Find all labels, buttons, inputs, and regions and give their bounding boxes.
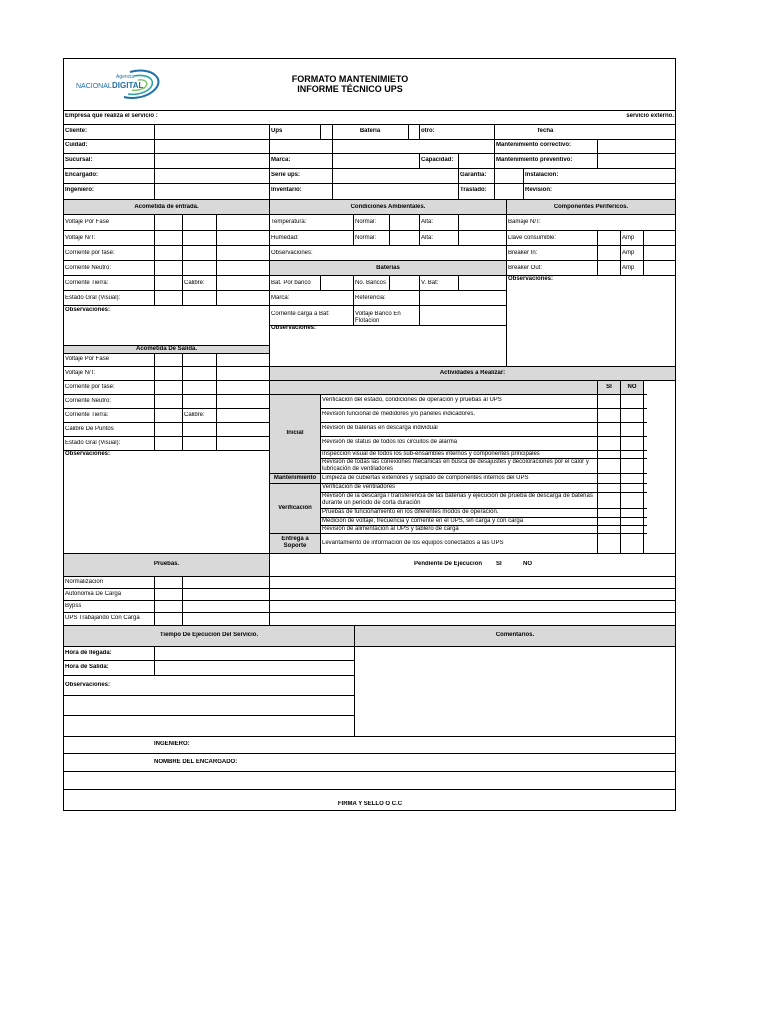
activity-item: Revisión de todas las conexiones mecánicas en busca de desajustes y decoloraciones por el calor y lubricación de ventiladores [322, 459, 589, 472]
cat-entrega: Entrega a Soporte [281, 536, 309, 549]
garantia-label: Garantia: [460, 172, 487, 178]
temp-normal-label: Normal: [355, 219, 377, 225]
act-no: NO [627, 384, 637, 390]
pendiente-si: SI [496, 561, 502, 567]
no-bancos-label: No. Bancos [355, 280, 387, 286]
cliente-label: Cliente: [65, 128, 88, 134]
bateria-label: Bateria [359, 128, 381, 134]
sal-corriente-fase: Corriente por fase: [65, 384, 115, 390]
revision-label: Revision: [525, 187, 553, 193]
prueba-item: Bypss [65, 603, 82, 609]
llave-amp: Amp [622, 235, 635, 241]
bat-observaciones: Observaciones: [271, 325, 317, 331]
sal-calibre-puntos: Calibre De Puntos [65, 426, 114, 432]
inventario-label: Inventario: [271, 187, 302, 193]
breaker-in-amp: Amp [622, 250, 635, 256]
traslado-label: Traslado: [460, 187, 487, 193]
temperatura-label: Temperatura: [271, 219, 307, 225]
cat-verificacion: Verificación [278, 505, 312, 511]
firma-sello-label: FIRMA Y SELLO O C.C [337, 801, 403, 807]
fecha-label: fecha [537, 128, 554, 134]
perifericos-title: Componentes Perifericos. [553, 204, 629, 210]
capacidad-label: Capacidad: [421, 157, 454, 163]
ent-observaciones: Observaciones: [65, 307, 111, 313]
sucursal-label: Sucursal: [65, 157, 93, 163]
tiempo-observaciones: Observaciones: [65, 682, 111, 688]
bat-referencia-label: Referencia: [355, 295, 386, 301]
temp-alta-label: Alta: [421, 219, 434, 225]
actividades-title: Actividades a Realizar: [439, 370, 506, 376]
ent-voltaje-fase: Voltaje Por Fase [65, 219, 110, 225]
ent-corriente-fase: Corriente por fase: [65, 250, 115, 256]
activity-item: Revisión de alimentación al UPS y tablero de carga [322, 526, 459, 532]
baterias-title: Baterias [376, 265, 400, 271]
hum-normal-label: Normal: [355, 235, 377, 241]
mant-correctivo-label: Mantenimiento correctivo: [496, 142, 572, 148]
ent-calibre: Calibre: [184, 280, 205, 286]
hora-salida-label: Hora de Salida: [65, 664, 109, 670]
humedad-label: Humedad: [271, 235, 299, 241]
serie-ups-label: Serie ups: [271, 172, 301, 178]
cat-mantenimiento: Mantenimiento [273, 475, 317, 481]
ingeniero-label: Ingeniero: [65, 187, 95, 193]
prueba-item: UPS Trabajando Con Carga [65, 615, 140, 621]
llave-label: Llave consumible: [508, 235, 557, 241]
v-bat-label: V. Bat: [421, 280, 439, 286]
sal-observaciones: Observaciones: [65, 451, 111, 457]
ciudad-label: Cuidad: [65, 142, 88, 148]
marca-label: Marca: [271, 157, 291, 163]
bat-banco-label: Bat. Por banco [271, 280, 311, 286]
breaker-in-label: Breaker In: [508, 250, 538, 256]
ent-estado-gral: Estado Gral (Visual): [65, 295, 121, 301]
activity-item: Medición de voltaje, frecuencia y corriente en el UPS, sin carga y con carga [322, 518, 524, 524]
activity-item: Levantamiento de información de los equipos conectados a las UPS [322, 540, 504, 546]
corriente-carga-label: Corriente carga a Bat: [271, 311, 330, 317]
form-subtitle: INFORME TÉCNICO UPS [297, 84, 403, 94]
hora-llegada-label: Hora de llegada: [65, 650, 112, 656]
breaker-out-label: Breaker Out: [508, 265, 543, 271]
hum-alta-label: Alta: [421, 235, 434, 241]
comentarios-title: Comentarios. [495, 632, 535, 638]
otro-label: otro: [421, 128, 435, 134]
voltaje-flotacion-label: Voltaje Banco En Flotacion [355, 311, 401, 324]
sal-corriente-tierra: Corriente Tierra: [65, 412, 109, 418]
bamaje-label: Bamaje N/T: [508, 219, 541, 225]
breaker-out-amp: Amp [622, 265, 635, 271]
activity-item: Verificación de ventiladores [322, 484, 396, 490]
sal-corriente-neutro: Corriente Neutro: [65, 398, 112, 404]
acometida-salida-title: Acometida De Salida. [135, 346, 198, 352]
activity-item: Limpieza de cubiertas exteriores y soplado de componentes internos del UPS [322, 475, 529, 481]
firma-ingeniero-label: INGENIERO: [154, 741, 190, 747]
prueba-item: Autonomia De Carga [65, 591, 122, 597]
activity-item: Revisión de status de todos los circuitos de alarma [322, 439, 458, 445]
sal-voltaje-fase: Voltaje Por Fase [65, 356, 110, 362]
pendiente-no: NO [523, 561, 532, 567]
cat-inicial: Inicial [286, 430, 304, 436]
mant-preventivo-label: Mantenimiento preventivo: [496, 157, 573, 163]
sal-calibre: Calibre: [184, 412, 205, 418]
firma-encargado-label: NOMBRE DEL ENCARGADO: [154, 759, 238, 765]
instalacion-label: Instalacion: [525, 172, 559, 178]
cond-observaciones: Observaciones: [271, 250, 313, 256]
condiciones-title: Condiciones Ambientales. [350, 204, 426, 210]
ups-label: Ups [271, 128, 283, 134]
servicio-externo-label: servicio externo. [626, 113, 674, 119]
logo-line1: Agencia [116, 74, 135, 80]
logo-line2b: DIGITAL [112, 81, 144, 90]
activity-item: Revisión de baterias en descarga individual [322, 425, 438, 431]
act-si: SI [606, 384, 612, 390]
bat-marca-label: Marca: [271, 295, 290, 301]
form-title: FORMATO MANTENIMIETO [291, 74, 409, 84]
prueba-item: Normalizacion [65, 579, 104, 585]
acometida-entrada-title: Acometida de entrada. [134, 204, 199, 210]
logo-line2a: NACIONAL [76, 83, 112, 90]
sal-voltaje-nt: Voltaje N/T: [65, 370, 96, 376]
activity-item: Verificación del estado, condiciones de operación y pruebas al UPS [322, 397, 502, 403]
pendiente-label: Pendiente De Ejecucion [414, 561, 483, 567]
activity-item: Revisión de la descarga / transferencia de las baterias y ejecución de prueba de descarga de baterias durante un periodo de corta duración [322, 493, 593, 506]
ent-voltaje-nt: Voltaje N/T: [65, 235, 96, 241]
activity-item: Revisión funcional de medidores y/o paneles indicadores. [322, 411, 476, 417]
encargado-label: Encargado: [65, 172, 99, 178]
empresa-label: Empresa que realiza el servicio : [65, 113, 158, 119]
activity-item: Pruebas de funcionamiento en los diferentes modos de operación. [322, 509, 499, 515]
ent-corriente-tierra: Corriente Tierra: [65, 280, 109, 286]
tiempo-title: Tiempo De Ejecucion Del Servicio. [159, 632, 259, 638]
sal-estado-gral: Estado Gral (Visual): [65, 440, 121, 446]
per-observaciones: Observaciones: [508, 276, 554, 282]
ent-corriente-neutro: Corriente Neutro: [65, 265, 112, 271]
activity-item: Inspección visual de todos los sub-ensambles internos y componentes principales [322, 451, 540, 457]
pruebas-title: Pruebas. [153, 561, 180, 567]
